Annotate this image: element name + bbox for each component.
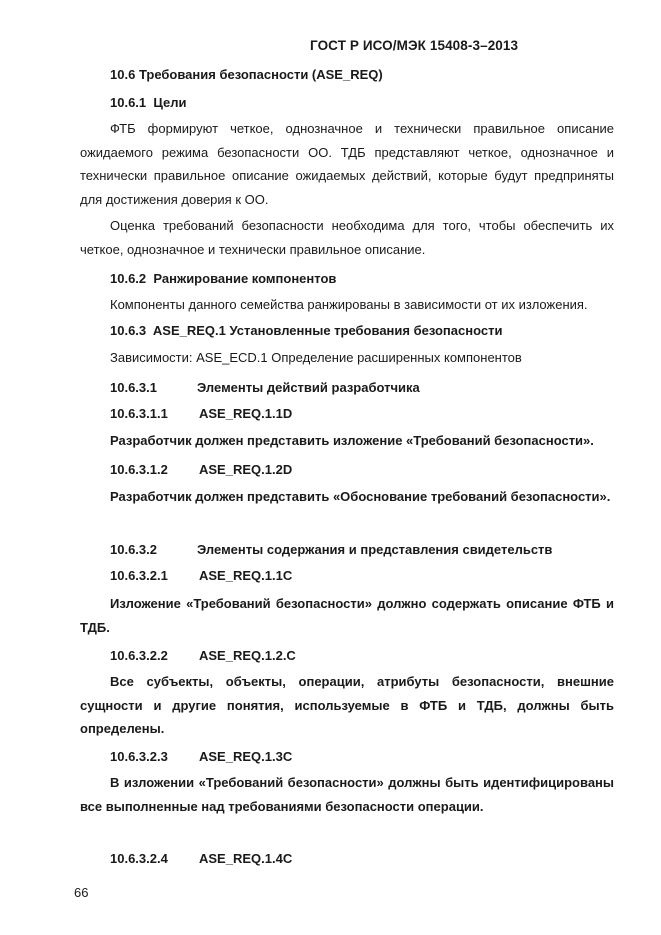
section-number: 10.6.1 bbox=[110, 95, 147, 110]
section-title: Элементы содержания и представления свидетельств bbox=[197, 542, 553, 557]
dependencies-text: Зависимости: ASE_ECD.1 Определение расширенных компонентов bbox=[110, 350, 522, 365]
section-number: 10.6.3.1 bbox=[110, 380, 157, 395]
paragraph-evaluation: Оценка требований безопасности необходима для того, чтобы обеспечить их четкое, однозначное и технически правильное описание. bbox=[80, 218, 614, 257]
section-title: ASE_REQ.1.3C bbox=[199, 749, 293, 764]
section-number: 10.6.3.1.1 bbox=[110, 406, 168, 421]
section-number: 10.6.3.2 bbox=[110, 542, 157, 557]
section-number: 10.6.3.2.1 bbox=[110, 568, 168, 583]
section-10-6-3-heading bbox=[110, 323, 502, 338]
paragraph-leveling: Компоненты данного семейства ранжированы в зависимости от их изложения. bbox=[110, 297, 588, 312]
section-10-6-3-1-heading bbox=[110, 380, 420, 395]
text-ase-req-1-1d: Разработчик должен представить изложение «Требований безопасности». bbox=[110, 433, 594, 448]
section-10-6-3-1-1-heading bbox=[110, 406, 292, 421]
text-ase-req-1-2c: Все субъекты, объекты, операции, атрибуты безопасности, внешние сущности и другие понятия, используемые в ФТБ и ТДБ, должны быть определены. bbox=[80, 674, 614, 736]
section-title: ASE_REQ.1.1C bbox=[199, 568, 293, 583]
text-ase-req-1-3c: В изложении «Требований безопасности» должны быть идентифицированы все выполненные над требованиями безопасности операции. bbox=[80, 775, 614, 814]
section-10-6-3-1-2-heading bbox=[110, 462, 292, 477]
section-10-6-heading bbox=[110, 67, 383, 82]
text-ase-req-1-1c: Изложение «Требований безопасности» должно содержать описание ФТБ и ТДБ. bbox=[80, 596, 614, 635]
section-title: ASE_REQ.1.2D bbox=[199, 462, 293, 477]
section-title: Элементы действий разработчика bbox=[197, 380, 420, 395]
section-10-6-3-2-heading bbox=[110, 542, 552, 557]
section-10-6-1-heading bbox=[110, 95, 187, 110]
section-number: 10.6.3.1.2 bbox=[110, 462, 168, 477]
section-title: Ранжирование компонентов bbox=[153, 271, 337, 286]
section-title: Цели bbox=[153, 95, 187, 110]
section-title: Требования безопасности (ASE_REQ) bbox=[138, 67, 383, 82]
page-header: ГОСТ Р ИСО/МЭК 15408-3–2013 bbox=[310, 38, 519, 53]
section-number: 10.6.3.2.2 bbox=[110, 648, 168, 663]
section-title: ASE_REQ.1.2.C bbox=[199, 648, 296, 663]
section-number: 10.6.2 bbox=[110, 271, 147, 286]
page-number: 66 bbox=[74, 885, 89, 900]
paragraph-objectives: ФТБ формируют четкое, однозначное и технически правильное описание ожидаемого режима безопасности ОО. ТДБ представляют четкое, однозначное и технически правильное описание ожидаемых действий, которые будут предприняты для достижения доверия к ОО. bbox=[80, 121, 614, 207]
section-number: 10.6.3.2.4 bbox=[110, 851, 168, 866]
section-10-6-3-2-3-heading bbox=[110, 749, 292, 764]
section-10-6-3-2-4-heading bbox=[110, 851, 292, 866]
section-10-6-3-2-1-heading bbox=[110, 568, 292, 583]
section-title: ASE_REQ.1.1D bbox=[199, 406, 293, 421]
section-number: 10.6.3.2.3 bbox=[110, 749, 168, 764]
text-ase-req-1-2d: Разработчик должен представить «Обоснование требований безопасности». bbox=[110, 489, 611, 504]
section-title: ASE_REQ.1 Установленные требования безопасности bbox=[152, 323, 503, 338]
section-title: ASE_REQ.1.4C bbox=[199, 851, 293, 866]
section-number: 10.6.3 bbox=[110, 323, 147, 338]
section-10-6-2-heading bbox=[110, 271, 336, 286]
section-10-6-3-2-2-heading bbox=[110, 648, 296, 663]
section-number: 10.6 bbox=[110, 67, 136, 82]
